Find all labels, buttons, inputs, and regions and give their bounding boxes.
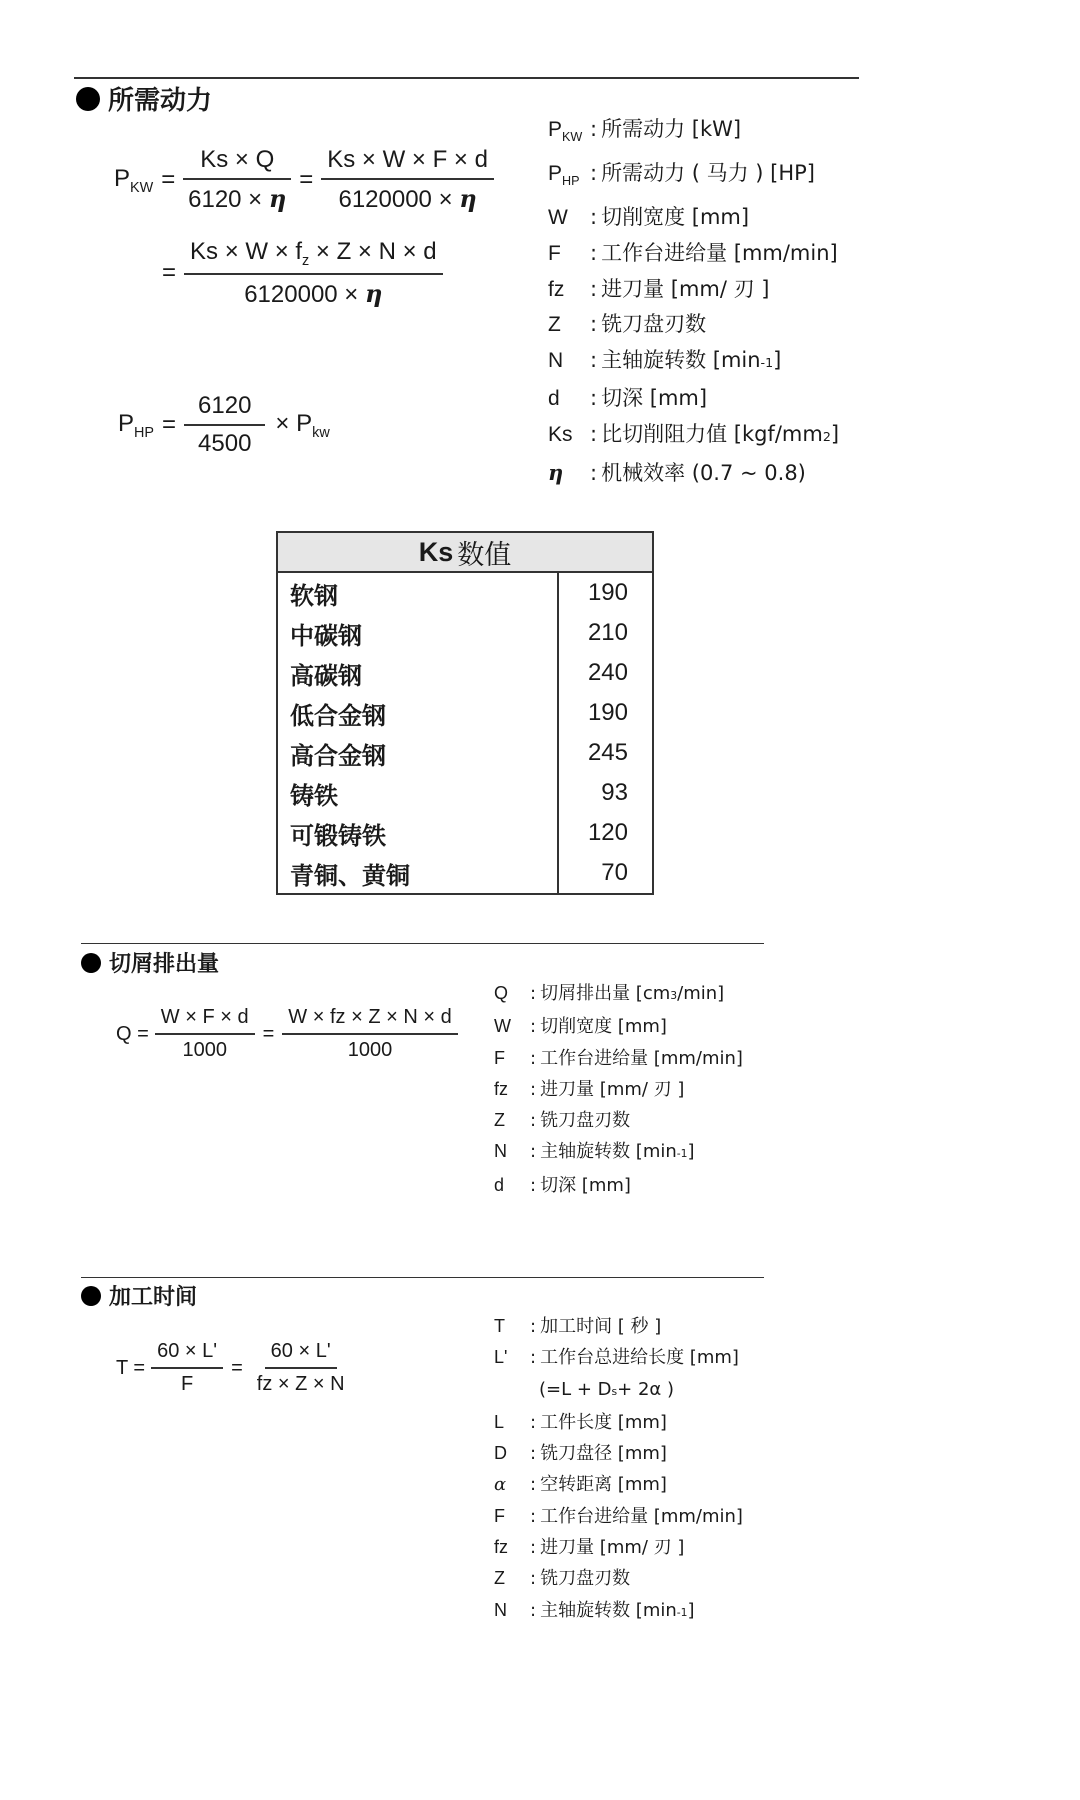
ks-value-table — [276, 531, 654, 895]
table-row: 软钢 190 — [290, 579, 628, 610]
chips-formula — [116, 1006, 458, 1062]
section-heading-time — [81, 1280, 197, 1311]
section-title: 所需动力 — [108, 86, 213, 116]
fraction: $\frac{60 \times L'}{F}$ — [151, 1340, 223, 1396]
legend-row: F : 工作台进给量 [mm/min] — [494, 1047, 743, 1069]
equals-sign: = — [231, 1356, 243, 1379]
legend-row: Z : 铣刀盘刃数 — [494, 1110, 631, 1132]
table-row: 青铜、黄铜 70 — [290, 859, 628, 890]
bullet-icon — [81, 1286, 101, 1306]
power-legend — [548, 112, 839, 491]
fraction: $\frac{6120}{4500}$ — [184, 392, 265, 458]
formula-lhs: $P_{HP}$ — [118, 409, 155, 441]
equals-sign: = — [262, 1022, 275, 1045]
legend-row: W : 切削宽度 [mm] — [494, 1016, 667, 1038]
legend-row: η : 机械效率 (0.7 ~ 0.8) — [548, 459, 806, 485]
section-rule-time — [81, 1277, 764, 1278]
legend-row: fz : 进刀量 [mm/ 刃 ] — [494, 1078, 685, 1100]
legend-row: Z : 铣刀盘刃数 — [548, 312, 707, 337]
legend-row: $P_{KW}$ : 所需动力 [kW] — [548, 117, 742, 145]
legend-row: T : 加工时间 [ 秒 ] — [494, 1316, 662, 1337]
section-heading-chips — [81, 947, 219, 978]
formula-lhs: Q = — [116, 1022, 149, 1045]
fraction: $\frac{Ks \times W \times f_z \times Z \times N \times d}{6120000 \times \eta}$ — [184, 238, 443, 309]
equals-sign: = — [299, 166, 314, 193]
equals-sign: = — [161, 166, 176, 193]
power-formula-kw — [114, 146, 494, 214]
legend-row: d : 切深 [mm] — [494, 1174, 631, 1196]
fraction: $\frac{W \times fz \times Z \times N \times d}{1000}$ — [282, 1006, 457, 1062]
section-title: 切屑排出量 — [109, 952, 220, 977]
ks-table-body — [278, 573, 652, 893]
table-row: 中碳钢 210 — [290, 619, 628, 650]
section-title: 加工时间 — [109, 1285, 198, 1310]
legend-row: Q : 切屑排出量 [cm 3 /min] — [494, 983, 725, 1004]
legend-row: fz : 进刀量 [mm/ 刃 ] — [548, 276, 770, 301]
formula-multiplier: × $P_{kw}$ — [275, 409, 330, 441]
legend-row: Ks : 比切削阻力值 [kgf/mm 2 ] — [548, 421, 840, 446]
chips-legend — [494, 978, 743, 1201]
column-divider — [557, 573, 559, 893]
legend-row: $P_{HP}$ : 所需动力 ( 马力 ) [HP] — [548, 160, 816, 189]
ks-table-header: Ks 数值 — [278, 533, 652, 573]
legend-row: L : 工件长度 [mm] — [494, 1411, 667, 1433]
time-formula — [116, 1340, 351, 1396]
equals-sign: = — [162, 259, 177, 287]
legend-row: D : 铣刀盘径 [mm] — [494, 1443, 667, 1465]
legend-row: N : 主轴旋转数 [min -1 ] — [494, 1599, 695, 1621]
time-legend — [494, 1311, 743, 1628]
section-heading-power — [76, 80, 212, 117]
legend-row: d : 切深 [mm] — [548, 385, 708, 410]
legend-row: F : 工作台进给量 [mm/min] — [494, 1505, 743, 1527]
bullet-icon — [76, 87, 100, 111]
table-row: 可锻铸铁 120 — [290, 819, 628, 850]
equals-sign: = — [162, 411, 177, 438]
legend-row: fz : 进刀量 [mm/ 刃 ] — [494, 1537, 685, 1559]
table-row: 低合金钢 190 — [290, 699, 628, 730]
legend-row: (=L + D s + 2α ) — [539, 1378, 675, 1400]
power-formula-kw-expanded — [162, 238, 443, 309]
section-rule-power — [74, 77, 859, 79]
formula-lhs: $P_{KW}$ — [114, 164, 154, 196]
legend-row: N : 主轴旋转数 [min -1 ] — [548, 348, 782, 373]
table-row: 高碳钢 240 — [290, 659, 628, 690]
table-row: 高合金钢 245 — [290, 739, 628, 770]
table-row: 铸铁 93 — [290, 779, 628, 810]
legend-row: L' : 工作台总进给长度 [mm] — [494, 1347, 739, 1369]
fraction: $\frac{Ks \times Q}{6120 \times \eta}$ — [183, 146, 291, 214]
formula-lhs: T = — [116, 1356, 146, 1379]
fraction: $\frac{Ks \times W \times F \times d}{6120000 \times \eta}$ — [321, 146, 494, 214]
legend-row: N : 主轴旋转数 [min -1 ] — [494, 1141, 695, 1163]
power-formula-hp — [118, 392, 330, 458]
legend-row: α : 空转距离 [mm] — [494, 1474, 667, 1496]
bullet-icon — [81, 953, 101, 973]
fraction: $\frac{W \times F \times d}{1000}$ — [155, 1006, 255, 1062]
legend-row: F : 工作台进给量 [mm/min] — [548, 240, 838, 265]
fraction: $\frac{60 \times L'}{fz \times Z \times N}$ — [256, 1340, 345, 1395]
legend-row: Z : 铣刀盘刃数 — [494, 1568, 631, 1590]
legend-row: W : 切削宽度 [mm] — [548, 204, 750, 229]
section-rule-chips — [81, 943, 764, 944]
